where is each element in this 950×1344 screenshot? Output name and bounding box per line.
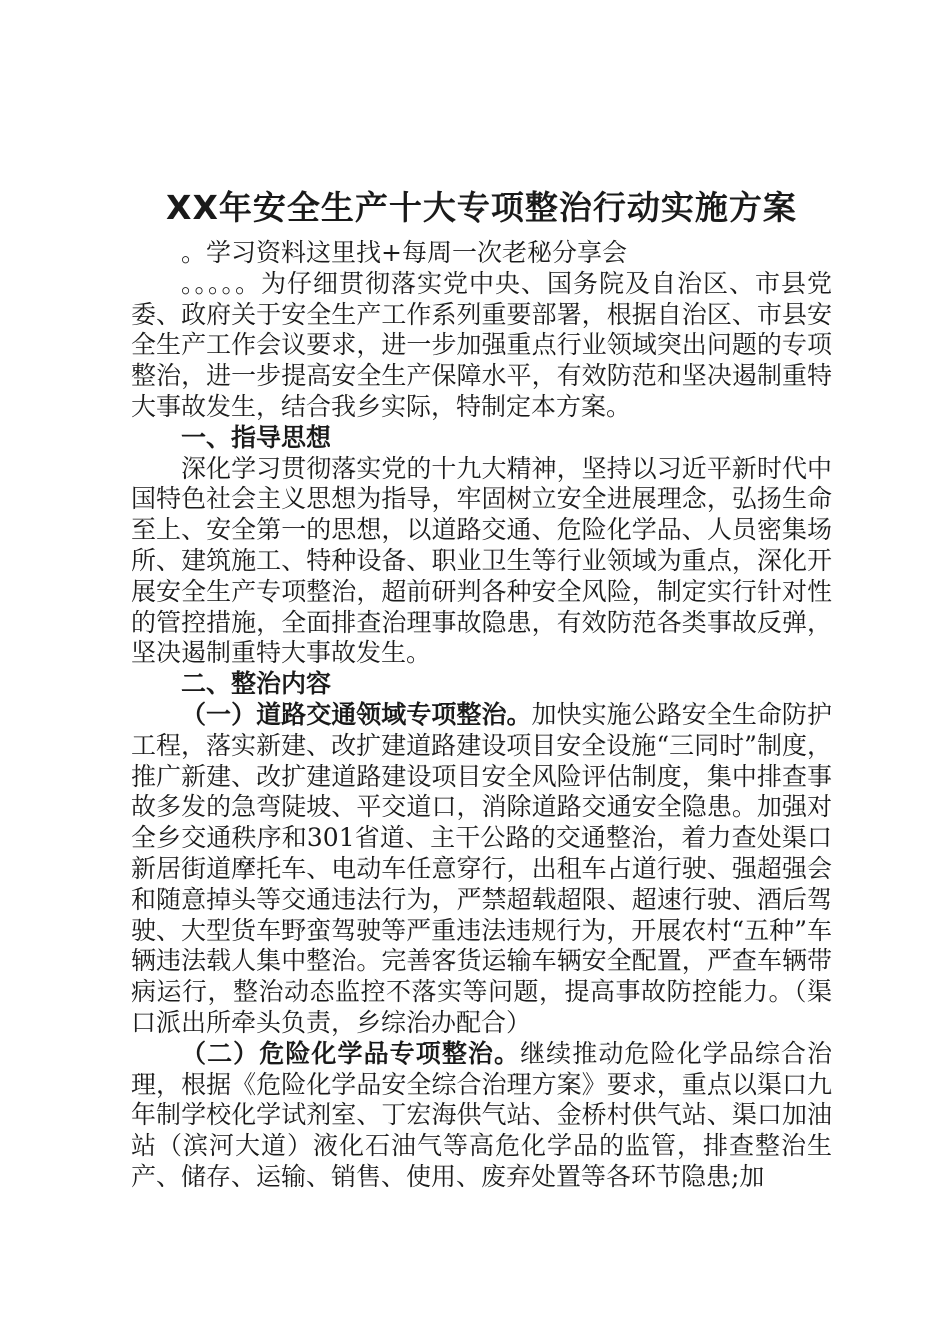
- road-traffic-body: 加快实施公路安全生命防护工程，落实新建、改扩建道路建设项目安全设施“三同时”制度，推广新建、改扩建道路建设项目安全风险评估制度，集中排查事故多发的急弯陡坡、平交道口，消除道路交通安全隐患。加强对全乡交通秩序和301省道、主干公路的交通整治，着力查处渠口新居街道摩托车、电动车任意穿行，出租车占道行驶、强超强会和随意掉头等交通违法行为，严禁超载超限、超速行驶、酒后驾驶、大型货车野蛮驾驶等严重违法违规行为，开展农村“五种”车辆违法载人集中整治。完善客货运输车辆安全配置，严查车辆带病运行，整治动态监控不落实等问题，提高事故防控能力。（渠口派出所牵头负责，乡综治办配合）: [131, 699, 832, 1037]
- note-line: 。学习资料这里找+每周一次老秘分享会: [181, 238, 627, 267]
- hazardous-chemicals-paragraph: [131, 1039, 832, 1193]
- guiding-ideology-paragraph: 深化学习贯彻落实党的十九大精神，坚持以习近平新时代中国特色社会主义思想为指导，牢固树立安全进展理念，弘扬生命至上、安全第一的思想，以道路交通、危险化学品、人员密集场所、建筑施工、特种设备、职业卫生等行业领域为重点，深化开展安全生产专项整治，超前研判各种安全风险，制定实行针对性的管控措施，全面排查治理事故隐患，有效防范各类事故反弹，坚决遏制重特大事故发生。: [131, 453, 832, 668]
- intro-paragraph: 。。。。。为仔细贯彻落实党中央、国务院及自治区、市县党委、政府关于安全生产工作系列重要部署，根据自治区、市县安全生产工作会议要求，进一步加强重点行业领域突出问题的专项整治，进一步提高安全生产保障水平，有效防范和坚决遏制重特大事故发生，结合我乡实际，特制定本方案。: [131, 268, 832, 421]
- hazardous-chemicals-body: 继续推动危险化学品综合治理，根据《危险化学品安全综合治理方案》要求，重点以渠口九年制学校化学试剂室、丁宏海供气站、金桥村供气站、渠口加油站（滨河大道）液化石油气等高危化学品的监管，排查整治生产、储存、运输、销售、使用、废弃处置等各环节隐患;加: [131, 1038, 832, 1191]
- section-heading-guiding-ideology: 一、指导思想: [181, 422, 332, 452]
- road-traffic-lead: （一）道路交通领域专项整治。: [181, 699, 532, 729]
- document-title: XX年安全生产十大专项整治行动实施方案: [166, 188, 797, 227]
- road-traffic-paragraph: [131, 700, 832, 1039]
- document-body: [131, 186, 832, 1193]
- section-heading-rectification-content: 二、整治内容: [181, 669, 332, 699]
- hazardous-chemicals-lead: （二）危险化学品专项整治。: [181, 1038, 521, 1068]
